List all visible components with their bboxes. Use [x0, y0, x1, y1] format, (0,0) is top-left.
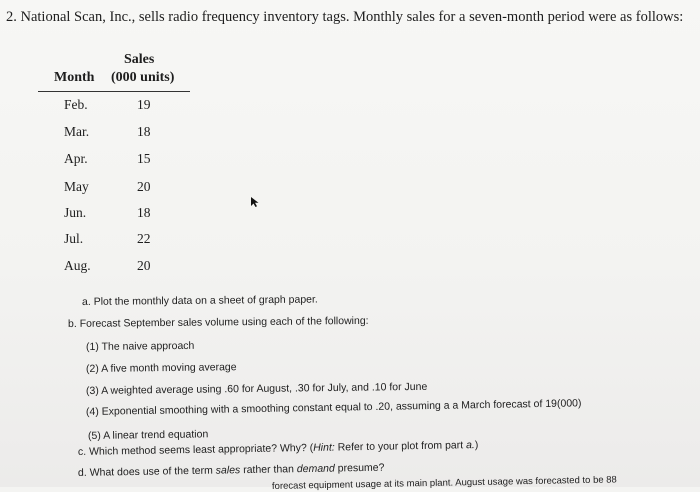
part-c-hint: Hint:: [313, 441, 335, 454]
part-b2: (2) A five month moving average: [85, 361, 237, 375]
table-cell-sales: 20: [137, 258, 151, 273]
part-b4: (4) Exponential smoothing with a smoothing constant equal to .20, assuming a a March forecast of 19(000): [85, 397, 582, 418]
question-text: 2. National Scan, Inc., sells radio frequency inventory tags. Monthly sales for a seven-month period were as follows:: [6, 9, 684, 25]
table-cell-sales: 19: [137, 97, 151, 112]
table-cell-month: Jun.: [64, 205, 87, 220]
table-cell-sales: 18: [137, 124, 151, 139]
part-d-demand: demand: [296, 462, 335, 476]
table-cell-sales: 22: [137, 231, 151, 246]
part-c-ref: a.: [465, 439, 475, 452]
part-b5: (5) A linear trend equation: [87, 428, 209, 442]
table-cell-month: Aug.: [64, 258, 91, 273]
header-units: (000 units): [111, 70, 175, 85]
part-c-text-2: Refer to your plot from part: [334, 439, 467, 454]
part-d: [78, 462, 385, 479]
header-sales: Sales: [124, 52, 155, 67]
table-cell-sales: 18: [137, 205, 151, 220]
table-cell-month: Jul.: [64, 231, 84, 246]
table-cell-sales: 15: [137, 151, 151, 166]
table-cell-month: Apr.: [64, 151, 88, 166]
part-d-end: presume?: [334, 461, 385, 475]
table-cell-month: Feb.: [64, 97, 88, 112]
part-c-text: c. Which method seems least appropriate? Why? (: [77, 441, 314, 458]
part-d-sales: sales: [215, 464, 241, 477]
part-c: [78, 439, 479, 458]
part-d-text-2: rather than: [240, 463, 297, 477]
part-b1: (1) The naive approach: [85, 339, 195, 353]
part-c-close: ): [474, 439, 479, 452]
part-a: a. Plot the monthly data on a sheet of graph paper.: [81, 293, 318, 308]
part-d-text: d. What does use of the term: [77, 464, 216, 479]
table-cell-sales: 20: [137, 179, 151, 194]
table-cell-month: Mar.: [64, 124, 90, 139]
part-b: b. Forecast September sales volume using each of the following:: [67, 314, 369, 330]
table-cell-month: May: [64, 179, 89, 194]
header-month: Month: [54, 70, 95, 85]
cut-off-next-line: forecast equipment usage at its main plant. August usage was forecasted to be 88: [271, 474, 617, 492]
part-b3: (3) A weighted average using .60 for August, .30 for July, and .10 for June: [85, 380, 428, 397]
